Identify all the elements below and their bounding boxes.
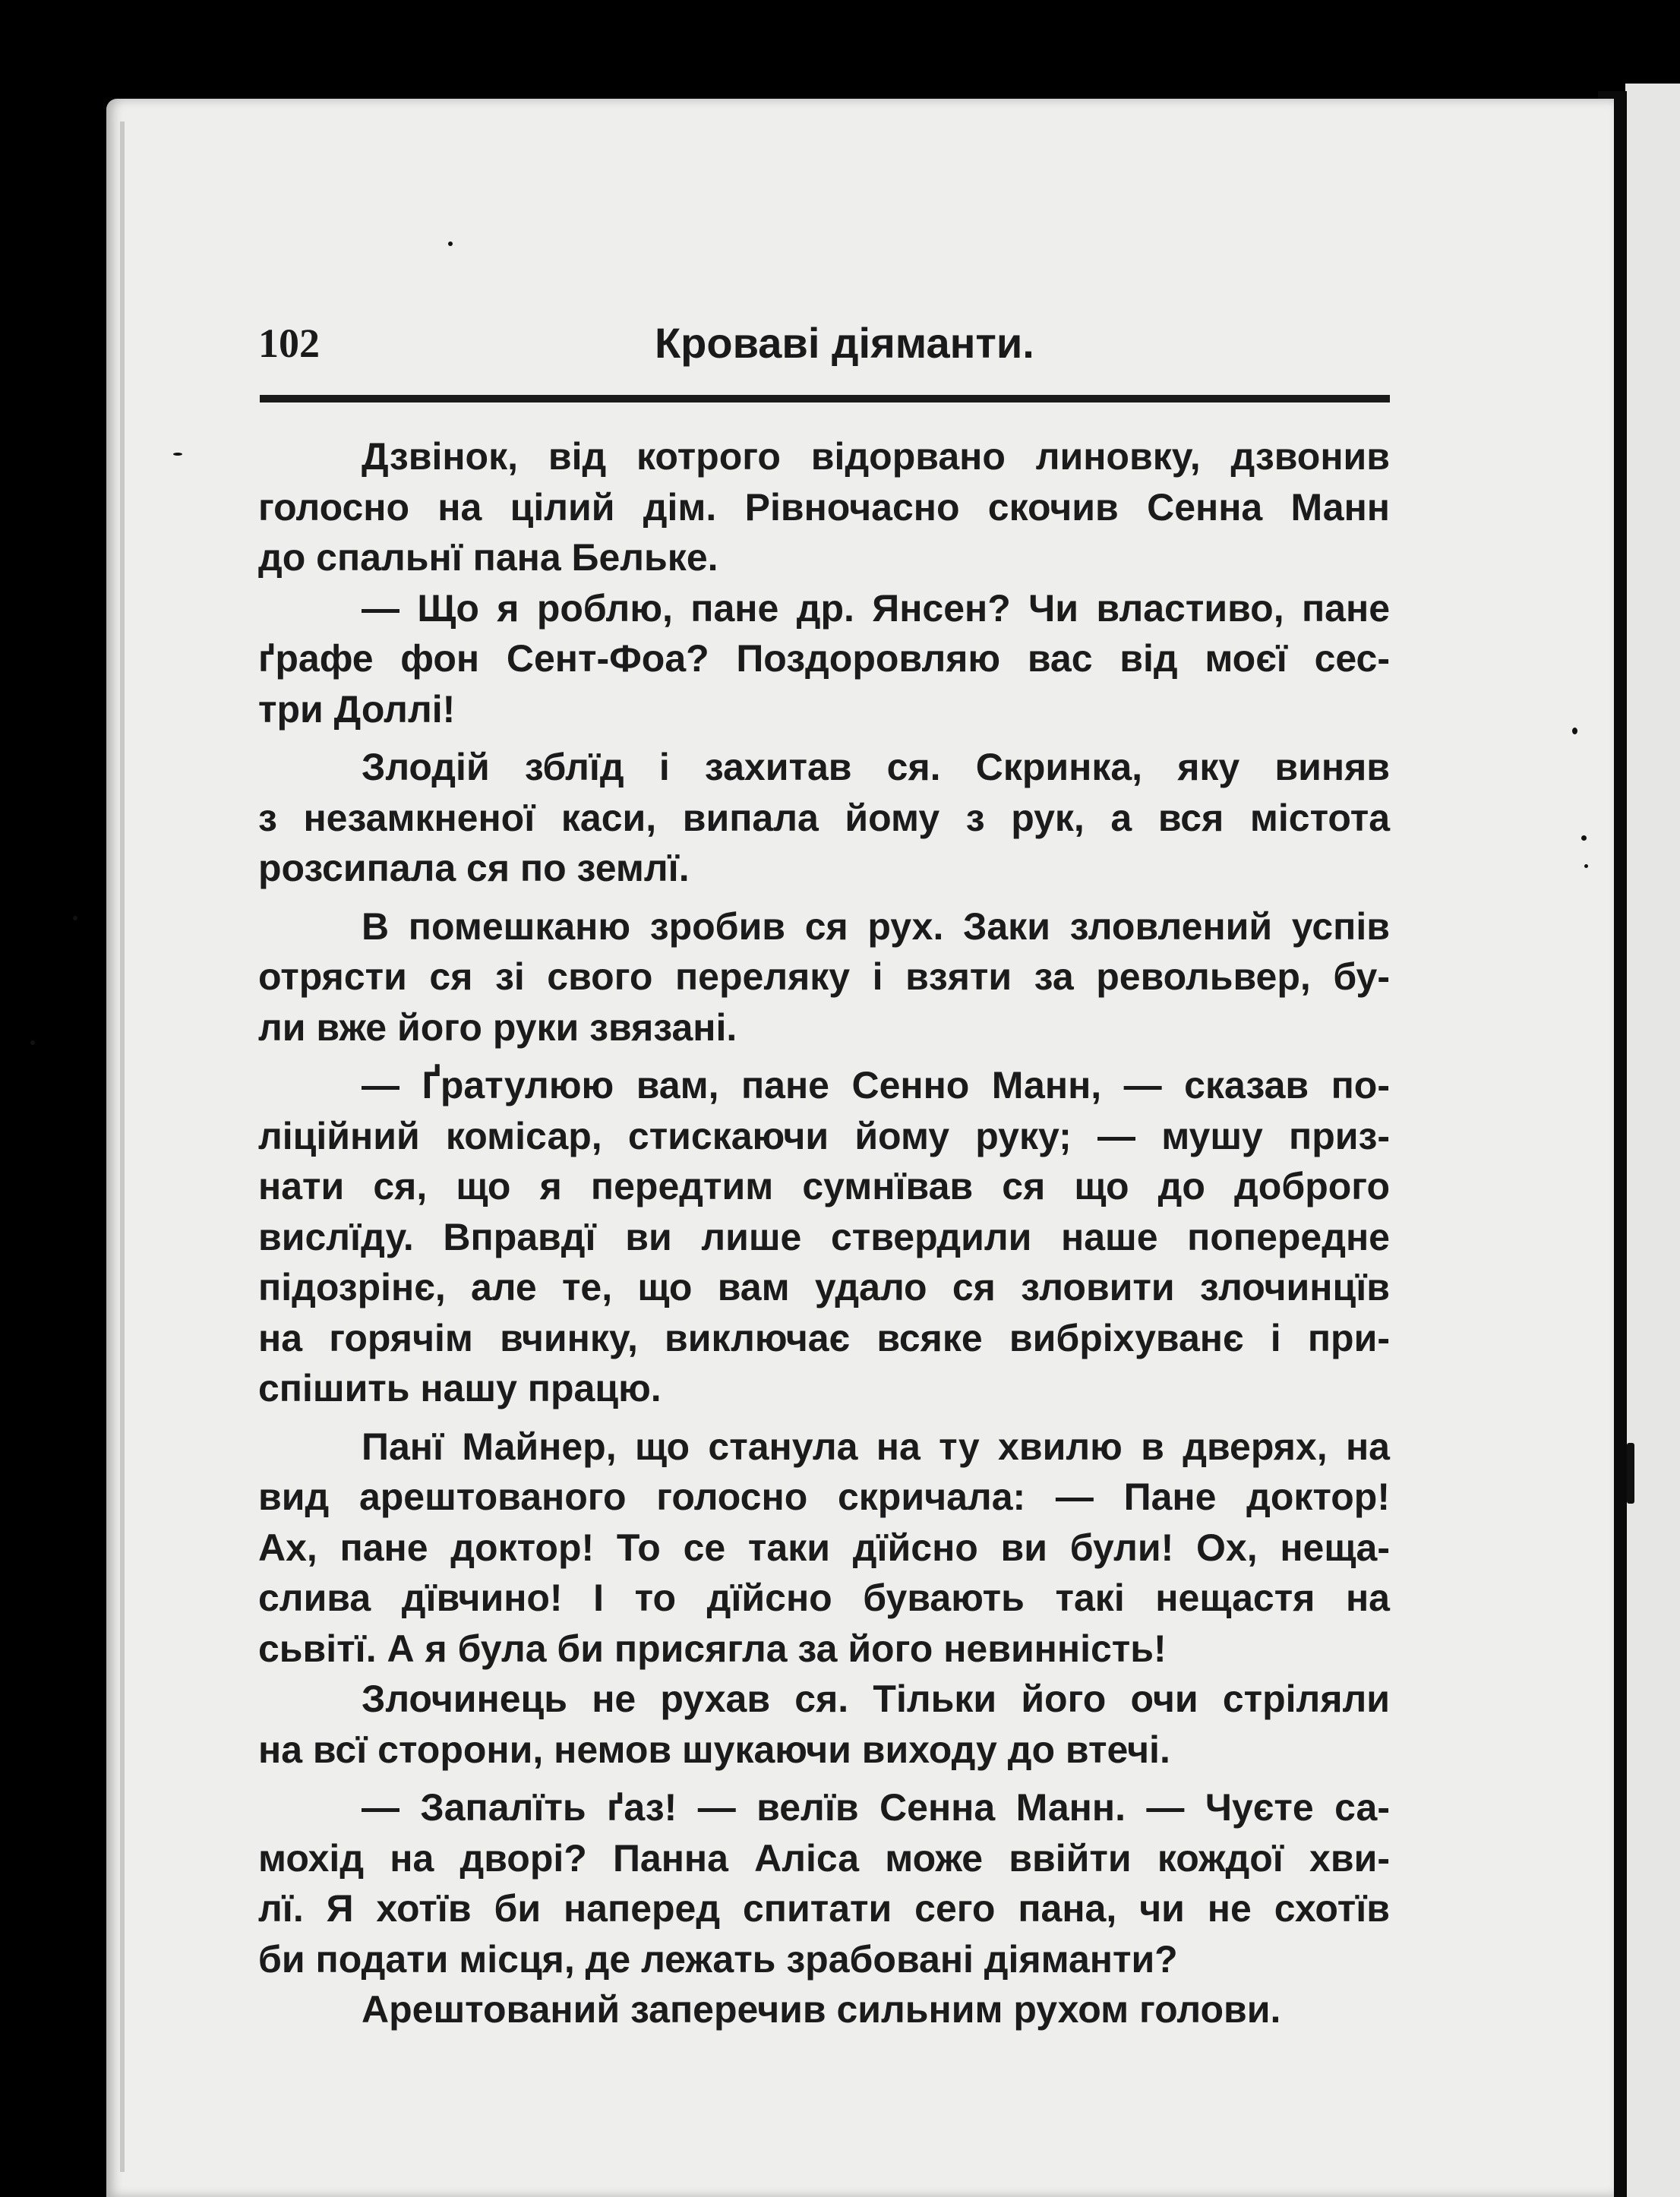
page-number: 102 — [258, 320, 320, 366]
text-line: вид арештованого голосно скричала: — Пане доктор! — [258, 1476, 1390, 1518]
text-line: слива дївчино! І то дїйсно бувають такі нещастя на — [258, 1577, 1390, 1619]
text-line: Злодій зблїд і захитав ся. Скринка, яку виняв — [362, 746, 1390, 788]
header-rule — [260, 395, 1390, 402]
text-line: ли вже його руки звязані. — [258, 1005, 737, 1049]
text-line: нати ся, що я передтим сумнївав ся що до доброго — [258, 1165, 1390, 1207]
text-line: сьвітї. А я була би присягла за його невинність! — [258, 1627, 1167, 1670]
scan-speck — [1572, 728, 1577, 734]
text-line: підозрінє, але те, що вам удало ся зловити злочинцїв — [258, 1266, 1390, 1308]
text-line: з незамкненої каси, випала йому з рук, а вся містота — [258, 796, 1390, 839]
text-line: на горячім вчинку, виключає всяке вибріхуванє і при- — [258, 1316, 1390, 1359]
scan-speck — [448, 241, 453, 246]
text-line: ґрафе фон Сент-Фоа? Поздоровляю вас від моєї сес- — [258, 637, 1390, 680]
scan-speck — [73, 916, 77, 920]
running-title: Кроваві діяманти. — [655, 319, 1034, 367]
scan-speck — [173, 453, 182, 456]
text-line: мохід на дворі? Панна Аліса може ввійти кождої хви- — [258, 1836, 1390, 1880]
scan-speck — [1584, 864, 1588, 868]
text-line: розсипала ся по землї. — [258, 847, 690, 889]
text-line: до спальнї пана Бельке. — [258, 536, 718, 579]
scan-speck — [1627, 1443, 1634, 1504]
text-line: спішить нашу працю. — [258, 1367, 662, 1409]
text-line: Панї Майнер, що станула на ту хвилю в дверях, на — [362, 1425, 1390, 1468]
text-line: ліційний комісар, стискаючи йому руку; — мушу приз- — [258, 1114, 1390, 1157]
text-line: Арештований заперечив сильним рухом голови. — [362, 1988, 1281, 2031]
text-line: голосно на цілий дім. Рівночасно скочив Сенна Манн — [258, 485, 1390, 529]
text-line: Ах, пане доктор! То се таки дїйсно ви були! Ох, нещa- — [258, 1526, 1390, 1569]
text-line: три Доллі! — [258, 687, 456, 731]
text-line: — Що я роблю, пане др. Янсен? Чи властиво, пане — [362, 586, 1390, 630]
scan-speck — [30, 1040, 35, 1045]
body-text — [258, 431, 1390, 2035]
text-line: Злочинець не рухав ся. Тільки його очи стріляли — [362, 1678, 1390, 1720]
adjacent-page-edge — [1625, 84, 1680, 2197]
page-header — [258, 313, 1390, 374]
text-line: — Запалїть ґаз! — велїв Сенна Манн. — Чуєте са- — [362, 1786, 1390, 1829]
text-line: лї. Я хотїв би наперед спитати сего пана, чи не схотїв — [258, 1887, 1390, 1930]
scan-speck — [1581, 835, 1587, 841]
text-line: вислїду. Вправдї ви лише ствердили наше попередне — [258, 1215, 1390, 1258]
text-line: отрясти ся зі свого переляку і взяти за револьвер, бу- — [258, 955, 1390, 998]
page-binding-edge — [120, 122, 125, 2172]
text-line: Дзвінок, від котрого відорвано линовку, дзвонив — [362, 435, 1390, 478]
text-line: — Ґратулюю вам, пане Сенно Манн, — сказав по- — [362, 1064, 1390, 1106]
text-line: би подати місця, де лежать зрабовані діяманти? — [258, 1937, 1178, 1981]
text-line: В помешканю зробив ся рух. Заки зловлений успів — [362, 904, 1390, 948]
text-line: на всї сторони, немов шукаючи виходу до втечі. — [258, 1728, 1170, 1771]
